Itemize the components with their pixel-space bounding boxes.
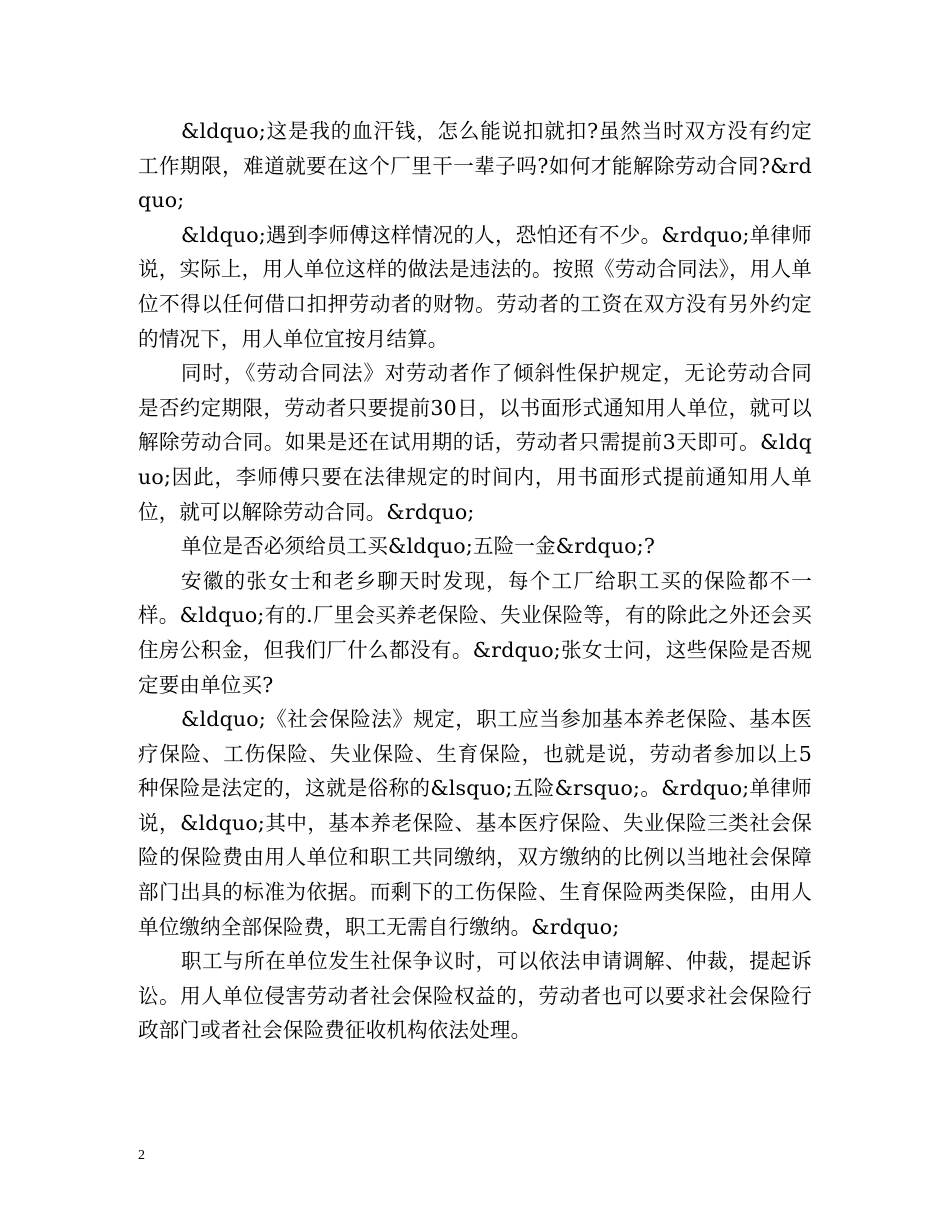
document-body — [138, 114, 812, 1048]
paragraph: 安徽的张女士和老乡聊天时发现，每个工厂给职工买的保险都不一样。&ldquo;有的.厂里会买养老保险、失业保险等，有的除此之外还会买住房公积金，但我们厂什么都没有。&rdquo;张女士问，这些保险是否规定要由单位买? — [138, 568, 812, 697]
paragraph: 职工与所在单位发生社保争议时，可以依法申请调解、仲裁，提起诉讼。用人单位侵害劳动者社会保险权益的，劳动者也可以要求社会保险行政部门或者社会保险费征收机构依法处理。 — [138, 949, 812, 1043]
paragraph: &ldquo;《社会保险法》规定，职工应当参加基本养老保险、基本医疗保险、工伤保险、失业保险、生育保险，也就是说，劳动者参加以上5种保险是法定的，这就是俗称的&lsquo;五险&rsquo;。&rdquo;单律师说，&ldquo;其中，基本养老保险、基本医疗保险、失业保险三类社会保险的保险费由用人单位和职工共同缴纳，双方缴纳的比例以当地社会保障部门出具的标准为依据。而剩下的工伤保险、生育保险两类保险，由用人单位缴纳全部保险费，职工无需自行缴纳。&rdquo; — [138, 707, 812, 939]
paragraph-question: 单位是否必须给员工买&ldquo;五险一金&rdquo;? — [181, 534, 656, 559]
paragraph: &ldquo;这是我的血汗钱，怎么能说扣就扣?虽然当时双方没有约定工作期限，难道就要在这个厂里干一辈子吗?如何才能解除劳动合同?&rdquo; — [138, 119, 812, 213]
paragraph: &ldquo;遇到李师傅这样情况的人，恐怕还有不少。&rdquo;单律师说，实际上，用人单位这样的做法是违法的。按照《劳动合同法》，用人单位不得以任何借口扣押劳动者的财物。劳动者的工资在双方没有另外约定的情况下，用人单位宜按月结算。 — [138, 222, 812, 351]
page-number: 2 — [138, 1148, 145, 1163]
paragraph: 同时，《劳动合同法》对劳动者作了倾斜性保护规定，无论劳动合同是否约定期限，劳动者只要提前30日，以书面形式通知用人单位，就可以解除劳动合同。如果是还在试用期的话，劳动者只需提前3天即可。&ldquo;因此，李师傅只要在法律规定的时间内，用书面形式提前通知用人单位，就可以解除劳动合同。&rdquo; — [138, 361, 812, 524]
